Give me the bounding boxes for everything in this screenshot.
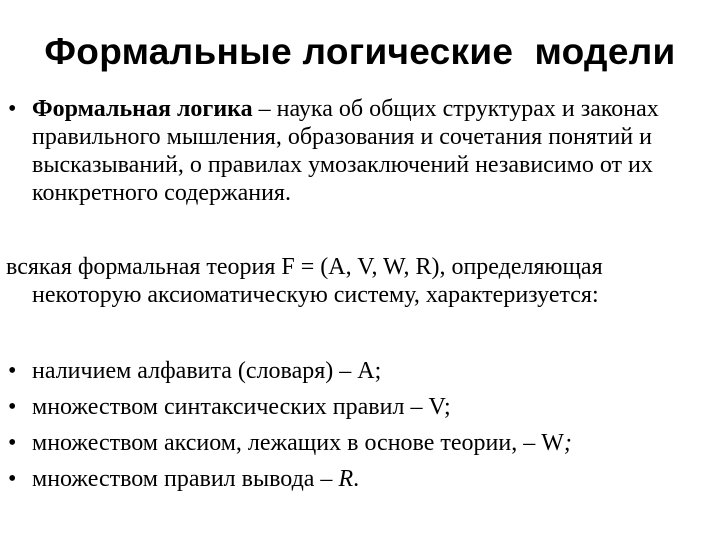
list-item-tail: . [353, 466, 360, 492]
list-item-italic: ; [563, 430, 572, 456]
list-item-main: множеством синтаксических правил – V; [32, 394, 451, 420]
list-item-text [32, 429, 572, 457]
list-item-italic: R [338, 466, 354, 492]
list-bullet: • [8, 358, 17, 384]
definition-text: – наука об общих структурах и законах правильного мышления, образования и сочетания понятий и высказываний, о правилах умозаключений независимо от их конкретного содержания. [32, 96, 659, 206]
list-bullet: • [8, 466, 17, 492]
list-item-text [32, 393, 451, 421]
list-item [0, 357, 720, 393]
list-item [0, 393, 720, 429]
definition-term: Формальная логика [32, 96, 253, 122]
list-bullet: • [8, 430, 17, 456]
list-item-main: множеством аксиом, лежащих в основе теории, – W [32, 430, 564, 456]
definition-bullet: • [8, 96, 17, 122]
list-bullet: • [8, 394, 17, 420]
list-item-main: множеством правил вывода – [32, 466, 339, 492]
slide-title: Формальные логические модели [44, 31, 676, 72]
list-item-text [32, 465, 359, 493]
characteristics-list [0, 357, 720, 501]
definition-paragraph [32, 95, 702, 207]
theory-statement: всякая формальная теория F = (A, V, W, R), определяющая некоторую аксиоматическую систему, характеризуется: [6, 254, 603, 308]
list-item-main: наличием алфавита (словаря) – A; [32, 358, 382, 384]
list-item [0, 429, 720, 465]
list-item-text [32, 357, 381, 385]
list-item [0, 465, 720, 501]
